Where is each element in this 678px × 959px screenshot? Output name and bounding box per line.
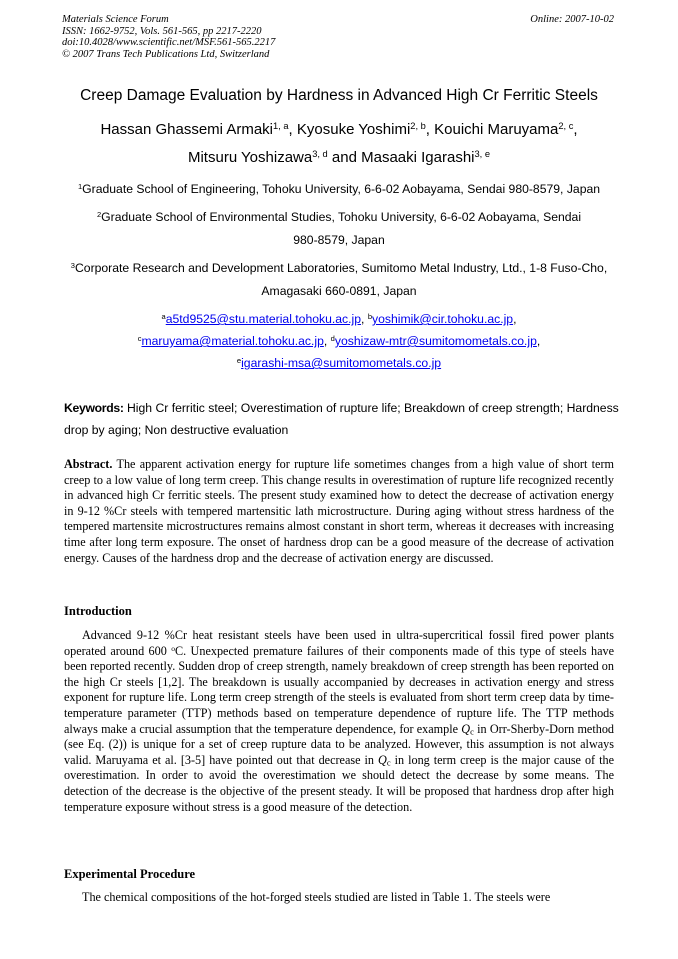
running-header: [62, 14, 275, 60]
author-affiliation-mark: 2, b: [410, 120, 426, 131]
email-link-c[interactable]: maruyama@material.tohoku.ac.jp: [141, 334, 324, 348]
author-name: Hassan Ghassemi Armaki: [100, 121, 274, 138]
author-name: Kouichi Maruyama: [434, 121, 559, 138]
affiliation-1: $^1$Graduate School of Engineering, Tohoku University, 6-6-02 Aobayama, Sendai 980-8579, Japan: [77, 181, 601, 196]
author-affiliation-mark: 1, a: [273, 120, 289, 131]
author-name: Mitsuru Yoshizawa: [187, 149, 313, 166]
author-line-2: Mitsuru Yoshizawa$^{3, d}$ and Masaaki Igarashi$^{3, e}$: [187, 148, 491, 166]
author-affiliation-mark: 3, d: [312, 148, 328, 159]
author-affiliation-mark: 3, e: [474, 148, 491, 159]
email-line-1: $^a$a5td9525@stu.material.tohoku.ac.jp, $^b$yoshimik@cir.tohoku.ac.jp,: [161, 311, 517, 326]
author-name: Masaaki Igarashi: [361, 149, 475, 166]
email-link-b[interactable]: yoshimik@cir.tohoku.ac.jp: [372, 312, 514, 326]
abstract-label: Abstract.: [64, 457, 113, 471]
issn-line: ISSN: 1662-9752, Vols. 561-565, pp 2217-2220: [62, 25, 262, 37]
affiliation-3: $^3$Corporate Research and Development Laboratories, Sumitomo Metal Industry, Ltd., 1-8 Fuso-Cho,: [70, 260, 608, 275]
copyright-line: © 2007 Trans Tech Publications Ltd, Switzerland: [62, 48, 270, 60]
section-heading-introduction: Introduction: [64, 604, 132, 618]
author-affiliation-mark: 2, c: [558, 120, 574, 131]
paper-title: Creep Damage Evaluation by Hardness in Advanced High Cr Ferritic Steels: [80, 87, 598, 104]
experimental-paragraph: The chemical compositions of the hot-forged steels studied are listed in Table 1. The steels were: [82, 890, 551, 904]
keywords-label: Keywords:: [64, 401, 124, 415]
email-link-a[interactable]: a5td9525@stu.material.tohoku.ac.jp: [165, 312, 362, 326]
affiliation-3-cont: Amagasaki 660-0891, Japan: [261, 284, 417, 298]
affiliation-2: $^2$Graduate School of Environmental Studies, Tohoku University, 6-6-02 Aobayama, Sendai: [96, 209, 582, 224]
section-heading-experimental: Experimental Procedure: [64, 867, 196, 881]
email-line-3: $^e$igarashi-msa@sumitomometals.co.jp: [236, 355, 442, 370]
affiliation-2-cont: 980-8579, Japan: [293, 233, 385, 247]
author-line-1: Hassan Ghassemi Armaki$^{1, a}$, Kyosuke Yoshimi$^{2, b}$, Kouichi Maruyama$^{2, c}$,: [100, 120, 578, 138]
introduction-paragraph: Advanced 9-12 %Cr heat resistant steels have been used in ultra-supercritical fossil fired power plants operated around 600 $^o$C. Unexpected premature failures of their components made of this type of steels have been reported recently. Sudden drop of creep strength, namely breakdown of creep strength has been reported on the high Cr steels [1,2]. The breakdown is usually accompanied by decreases in activation energy and stress exponent for rupture life. Long term creep strength of the steels is evaluated from short term creep data by time-temperature parameter (TTP) methods based on temperature dependence of rupture life. The TTP methods always make a crucial assumption that the temperature dependence, for example $Q_c$ in Orr-Sherby-Dorn method (see Eq. (2)) is unique for a set of creep rupture data to be analyzed. However, this assumption is not always valid. Maruyama et al. [3-5] have pointed out that decrease in $Q_c$ in long term creep is the major cause of the overestimation. In order to avoid the overestimation we should detect the decrease by some means. The detection of the decrease is the objective of the present steady. It will be proposed that hardness drop after high temperature exposure without stress is a good measure of the detection.: [64, 628, 615, 814]
keywords: [64, 397, 620, 441]
email-line-2: $^c$maruyama@material.tohoku.ac.jp, $^d$yoshizaw-mtr@sumitomometals.co.jp,: [137, 333, 541, 348]
journal-name: Materials Science Forum: [62, 14, 169, 25]
author-name: Kyosuke Yoshimi: [296, 121, 411, 138]
abstract: [64, 457, 614, 566]
email-link-e[interactable]: igarashi-msa@sumitomometals.co.jp: [241, 356, 442, 370]
email-link-d[interactable]: yoshizaw-mtr@sumitomometals.co.jp: [334, 334, 537, 348]
doi-line: doi:10.4028/www.scientific.net/MSF.561-565.2217: [62, 37, 276, 48]
keywords-text: High Cr ferritic steel; Overestimation of rupture life; Breakdown of creep strength; Hardness drop by aging; Non destructive evaluation: [64, 401, 619, 437]
abstract-text: The apparent activation energy for rupture life sometimes changes from a high value of short term creep to a low value of long term creep. This change results in overestimation of rupture life recognized recently in advanced high Cr ferritic steels. The present study examined how to detect the decrease of activation energy in 9-12 %Cr steels with tempered martensitic lath microstructure. During aging without stress hardness of the tempered martensite microstructures remains almost constant in short term, whereas it decreases with increasing time after long term exposure. The onset of hardness drop can be a good measure of the decrease of activation energy. Causes of the hardness drop and the decrease of activation energy are discussed.: [64, 457, 614, 565]
online-date: Online: 2007-10-02: [530, 14, 614, 25]
